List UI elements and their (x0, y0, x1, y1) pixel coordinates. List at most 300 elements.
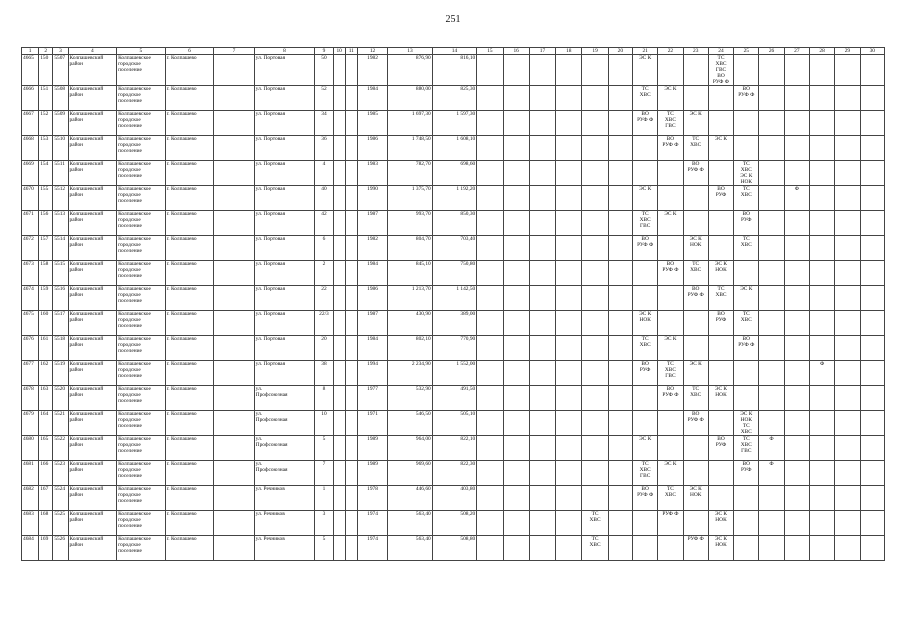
cell-col-15 (477, 261, 503, 286)
table-row (22, 436, 885, 461)
cell-col-10 (333, 536, 345, 561)
cell-col-21 (633, 386, 658, 411)
table-row (22, 461, 885, 486)
cell-col-17 (529, 136, 555, 161)
cell-col-13: 969,60 (388, 461, 433, 486)
cell-col-4: Колпашевский район (68, 511, 117, 536)
table-row (22, 236, 885, 261)
table-row (22, 211, 885, 236)
cell-col-21: ЭС К (633, 186, 658, 211)
cell-col-23: ТС ХВС (683, 386, 708, 411)
cell-col-17 (529, 111, 555, 136)
cell-col-1: 4672 (22, 236, 39, 261)
cell-col-22: ВО РУФ Ф (658, 136, 683, 161)
cell-col-2: 156 (39, 211, 53, 236)
cell-col-18 (556, 361, 582, 386)
cell-col-5: Колпашевское городское поселение (117, 211, 166, 236)
cell-col-5: Колпашевское городское поселение (117, 236, 166, 261)
cell-col-6: г. Колпашево (165, 211, 214, 236)
page-number: 251 (445, 14, 461, 25)
cell-col-9: 22/3 (315, 311, 333, 336)
cell-col-19 (582, 411, 608, 436)
cell-col-25: ВО РУФ (734, 461, 759, 486)
cell-col-9: 40 (315, 186, 333, 211)
cell-col-18 (556, 311, 582, 336)
cell-col-4: Колпашевский район (68, 261, 117, 286)
cell-col-7 (214, 186, 254, 211)
cell-col-21 (633, 511, 658, 536)
table-row (22, 111, 885, 136)
cell-col-20 (608, 286, 632, 311)
cell-col-11 (345, 536, 357, 561)
cell-col-2: 167 (39, 486, 53, 511)
cell-col-24: ТС ХВС (708, 286, 733, 311)
cell-col-20 (608, 536, 632, 561)
cell-col-13: 563,40 (388, 511, 433, 536)
cell-col-7 (214, 336, 254, 361)
cell-col-24: ВО РУФ (708, 436, 733, 461)
cell-col-29 (835, 86, 860, 111)
cell-col-14: 1 608,10 (432, 136, 477, 161)
cell-col-11 (345, 311, 357, 336)
cell-col-23: ВО РУФ Ф (683, 286, 708, 311)
cell-col-18 (556, 86, 582, 111)
cell-col-2: 160 (39, 311, 53, 336)
cell-col-7 (214, 55, 254, 86)
cell-col-15 (477, 436, 503, 461)
cell-col-21: ЭС К (633, 55, 658, 86)
cell-col-14: 491,50 (432, 386, 477, 411)
cell-col-24: ЭС К НОК (708, 511, 733, 536)
cell-col-29 (835, 461, 860, 486)
cell-col-1: 4675 (22, 311, 39, 336)
cell-col-11 (345, 86, 357, 111)
cell-col-3: 5512 (53, 186, 68, 211)
cell-col-8: ул. Портовая (254, 286, 315, 311)
cell-col-16 (503, 55, 529, 86)
cell-col-23 (683, 211, 708, 236)
cell-col-27 (784, 336, 809, 361)
cell-col-25 (734, 111, 759, 136)
cell-col-19 (582, 186, 608, 211)
cell-col-20 (608, 461, 632, 486)
cell-col-9: 50 (315, 55, 333, 86)
cell-col-11 (345, 511, 357, 536)
cell-col-7 (214, 511, 254, 536)
cell-col-8: ул. Портовая (254, 236, 315, 261)
cell-col-23: ТС ХВС (683, 261, 708, 286)
cell-col-6: г. Колпашево (165, 111, 214, 136)
cell-col-20 (608, 361, 632, 386)
cell-col-22 (658, 536, 683, 561)
cell-col-16 (503, 436, 529, 461)
cell-col-19 (582, 311, 608, 336)
column-number-16: 16 (503, 48, 529, 55)
cell-col-12: 1978 (357, 486, 387, 511)
cell-col-10 (333, 211, 345, 236)
column-number-5: 5 (117, 48, 166, 55)
cell-col-23 (683, 461, 708, 486)
cell-col-6: г. Колпашево (165, 411, 214, 436)
cell-col-27 (784, 436, 809, 461)
cell-col-19 (582, 486, 608, 511)
cell-col-11 (345, 161, 357, 186)
cell-col-25 (734, 136, 759, 161)
cell-col-26 (759, 261, 784, 286)
cell-col-1: 4678 (22, 386, 39, 411)
cell-col-29 (835, 211, 860, 236)
cell-col-24 (708, 161, 733, 186)
cell-col-25: ЭС К НОК ТС ХВС (734, 411, 759, 436)
cell-col-11 (345, 386, 357, 411)
cell-col-28 (809, 186, 834, 211)
cell-col-24 (708, 211, 733, 236)
cell-col-26 (759, 511, 784, 536)
column-number-11: 11 (345, 48, 357, 55)
cell-col-1: 4673 (22, 261, 39, 286)
cell-col-23: ВО РУФ Ф (683, 411, 708, 436)
column-number-7: 7 (214, 48, 254, 55)
cell-col-30 (860, 286, 884, 311)
cell-col-26 (759, 536, 784, 561)
cell-col-10 (333, 261, 345, 286)
table-row (22, 86, 885, 111)
cell-col-26: Ф (759, 461, 784, 486)
cell-col-5: Колпашевское городское поселение (117, 461, 166, 486)
cell-col-30 (860, 161, 884, 186)
cell-col-8: ул. Портовая (254, 55, 315, 86)
cell-col-1: 4666 (22, 86, 39, 111)
cell-col-2: 151 (39, 86, 53, 111)
cell-col-30 (860, 136, 884, 161)
cell-col-29 (835, 361, 860, 386)
cell-col-10 (333, 411, 345, 436)
cell-col-18 (556, 286, 582, 311)
cell-col-26 (759, 236, 784, 261)
cell-col-25: ЭС К (734, 286, 759, 311)
cell-col-8: ул. Речников (254, 536, 315, 561)
cell-col-16 (503, 386, 529, 411)
cell-col-12: 1986 (357, 286, 387, 311)
cell-col-19 (582, 111, 608, 136)
cell-col-15 (477, 511, 503, 536)
cell-col-29 (835, 436, 860, 461)
cell-col-14: 505,10 (432, 411, 477, 436)
cell-col-15 (477, 236, 503, 261)
cell-col-28 (809, 211, 834, 236)
cell-col-23: ЭС К НОК (683, 236, 708, 261)
cell-col-21 (633, 411, 658, 436)
cell-col-15 (477, 411, 503, 436)
column-number-13: 13 (388, 48, 433, 55)
cell-col-8: ул. Речников (254, 511, 315, 536)
cell-col-20 (608, 161, 632, 186)
cell-col-22 (658, 55, 683, 86)
cell-col-10 (333, 136, 345, 161)
cell-col-21 (633, 286, 658, 311)
cell-col-14: 703,40 (432, 236, 477, 261)
cell-col-25: ВО РУФ (734, 211, 759, 236)
cell-col-28 (809, 486, 834, 511)
cell-col-29 (835, 161, 860, 186)
cell-col-22 (658, 236, 683, 261)
cell-col-13: 845,10 (388, 261, 433, 286)
cell-col-18 (556, 461, 582, 486)
cell-col-16 (503, 486, 529, 511)
cell-col-3: 5510 (53, 136, 68, 161)
cell-col-2: 168 (39, 511, 53, 536)
cell-col-30 (860, 486, 884, 511)
cell-col-15 (477, 361, 503, 386)
cell-col-6: г. Колпашево (165, 361, 214, 386)
cell-col-20 (608, 511, 632, 536)
cell-col-30 (860, 236, 884, 261)
cell-col-21: ВО РУФ Ф (633, 111, 658, 136)
cell-col-27 (784, 211, 809, 236)
cell-col-24 (708, 411, 733, 436)
cell-col-9: 1 (315, 486, 333, 511)
table-row (22, 261, 885, 286)
cell-col-17 (529, 361, 555, 386)
cell-col-5: Колпашевское городское поселение (117, 486, 166, 511)
cell-col-30 (860, 55, 884, 86)
cell-col-9: 7 (315, 461, 333, 486)
cell-col-11 (345, 211, 357, 236)
cell-col-5: Колпашевское городское поселение (117, 55, 166, 86)
cell-col-22: ЭС К (658, 336, 683, 361)
cell-col-26 (759, 386, 784, 411)
cell-col-30 (860, 386, 884, 411)
cell-col-14: 1 597,30 (432, 111, 477, 136)
cell-col-16 (503, 161, 529, 186)
cell-col-4: Колпашевский район (68, 211, 117, 236)
cell-col-25: ТС ХВС ЭС К НОК (734, 161, 759, 186)
cell-col-12: 1984 (357, 86, 387, 111)
cell-col-18 (556, 536, 582, 561)
cell-col-6: г. Колпашево (165, 286, 214, 311)
cell-col-28: Ф (809, 361, 834, 386)
cell-col-11 (345, 111, 357, 136)
cell-col-16 (503, 336, 529, 361)
cell-col-14: 850,30 (432, 211, 477, 236)
cell-col-9: 22 (315, 286, 333, 311)
cell-col-29 (835, 286, 860, 311)
cell-col-15 (477, 136, 503, 161)
cell-col-26 (759, 211, 784, 236)
cell-col-7 (214, 386, 254, 411)
cell-col-28 (809, 536, 834, 561)
cell-col-13: 563,40 (388, 536, 433, 561)
cell-col-6: г. Колпашево (165, 436, 214, 461)
cell-col-28 (809, 136, 834, 161)
cell-col-21: ЭС К НОК (633, 311, 658, 336)
cell-col-12: 1986 (357, 136, 387, 161)
cell-col-25: ТС ХВС (734, 236, 759, 261)
cell-col-3: 5509 (53, 111, 68, 136)
cell-col-17 (529, 286, 555, 311)
cell-col-27 (784, 236, 809, 261)
cell-col-11 (345, 461, 357, 486)
cell-col-15 (477, 211, 503, 236)
cell-col-16 (503, 86, 529, 111)
cell-col-21 (633, 161, 658, 186)
cell-col-5: Колпашевское городское поселение (117, 411, 166, 436)
cell-col-20 (608, 436, 632, 461)
cell-col-4: Колпашевский район (68, 86, 117, 111)
cell-col-16 (503, 411, 529, 436)
cell-col-29 (835, 486, 860, 511)
cell-col-28 (809, 236, 834, 261)
cell-col-4: Колпашевский район (68, 186, 117, 211)
cell-col-2: 161 (39, 336, 53, 361)
cell-col-1: 4676 (22, 336, 39, 361)
column-number-18: 18 (556, 48, 582, 55)
cell-col-15 (477, 536, 503, 561)
cell-col-4: Колпашевский район (68, 311, 117, 336)
cell-col-18 (556, 486, 582, 511)
cell-col-12: 1984 (357, 336, 387, 361)
cell-col-5: Колпашевское городское поселение (117, 511, 166, 536)
cell-col-13: 802,10 (388, 336, 433, 361)
cell-col-28 (809, 411, 834, 436)
cell-col-29 (835, 411, 860, 436)
cell-col-28 (809, 311, 834, 336)
cell-col-23 (683, 186, 708, 211)
cell-col-20 (608, 236, 632, 261)
cell-col-8: ул. Профсоюзная (254, 386, 315, 411)
cell-col-7 (214, 461, 254, 486)
cell-col-9: 4 (315, 161, 333, 186)
cell-col-8: ул. Портовая (254, 136, 315, 161)
cell-col-18 (556, 211, 582, 236)
cell-col-11 (345, 411, 357, 436)
cell-col-22: ТС ХВС ГВС (658, 111, 683, 136)
cell-col-4: Колпашевский район (68, 286, 117, 311)
cell-col-4: Колпашевский район (68, 461, 117, 486)
cell-col-22: ЭС К (658, 86, 683, 111)
cell-col-8: ул. Портовая (254, 311, 315, 336)
cell-col-26 (759, 161, 784, 186)
cell-col-13: 1 375,70 (388, 186, 433, 211)
cell-col-11 (345, 236, 357, 261)
cell-col-5: Колпашевское городское поселение (117, 111, 166, 136)
cell-col-10 (333, 386, 345, 411)
cell-col-25 (734, 511, 759, 536)
cell-col-11 (345, 486, 357, 511)
cell-col-29 (835, 55, 860, 86)
cell-col-18 (556, 386, 582, 411)
cell-col-26 (759, 361, 784, 386)
cell-col-23 (683, 511, 708, 536)
cell-col-6: г. Колпашево (165, 55, 214, 86)
cell-col-6: г. Колпашево (165, 136, 214, 161)
cell-col-23 (683, 311, 708, 336)
column-number-29: 29 (835, 48, 860, 55)
cell-col-1: 4669 (22, 161, 39, 186)
cell-col-26 (759, 311, 784, 336)
cell-col-6: г. Колпашево (165, 86, 214, 111)
cell-col-20 (608, 136, 632, 161)
cell-col-5: Колпашевское городское поселение (117, 136, 166, 161)
cell-col-22 (658, 411, 683, 436)
cell-col-4: Колпашевский район (68, 436, 117, 461)
cell-col-4: Колпашевский район (68, 136, 117, 161)
cell-col-1: 4665 (22, 55, 39, 86)
cell-col-15 (477, 386, 503, 411)
cell-col-4: Колпашевский район (68, 111, 117, 136)
cell-col-1: 4680 (22, 436, 39, 461)
cell-col-5: Колпашевское городское поселение (117, 311, 166, 336)
cell-col-18 (556, 236, 582, 261)
cell-col-6: г. Колпашево (165, 536, 214, 561)
cell-col-14: 698,60 (432, 161, 477, 186)
table-row (22, 286, 885, 311)
cell-col-19 (582, 261, 608, 286)
cell-col-4: Колпашевский район (68, 161, 117, 186)
cell-col-11 (345, 55, 357, 86)
cell-col-27 (784, 86, 809, 111)
cell-col-1: 4684 (22, 536, 39, 561)
cell-col-27 (784, 261, 809, 286)
cell-col-21: ТС ХВС (633, 336, 658, 361)
cell-col-30 (860, 86, 884, 111)
cell-col-16 (503, 286, 529, 311)
cell-col-27 (784, 136, 809, 161)
cell-col-28 (809, 286, 834, 311)
cell-col-16 (503, 261, 529, 286)
cell-col-24: ВО РУФ (708, 186, 733, 211)
cell-col-15 (477, 461, 503, 486)
cell-col-30 (860, 186, 884, 211)
cell-col-2: 165 (39, 436, 53, 461)
cell-col-28 (809, 436, 834, 461)
cell-col-8: ул. Портовая (254, 111, 315, 136)
cell-col-22: РУФ Ф (658, 511, 683, 536)
cell-col-8: ул. Портовая (254, 261, 315, 286)
cell-col-26 (759, 136, 784, 161)
cell-col-3: 5515 (53, 261, 68, 286)
cell-col-26 (759, 286, 784, 311)
cell-col-28 (809, 511, 834, 536)
cell-col-17 (529, 211, 555, 236)
cell-col-30 (860, 361, 884, 386)
cell-col-19 (582, 286, 608, 311)
cell-col-24 (708, 486, 733, 511)
cell-col-7 (214, 161, 254, 186)
cell-col-13: 782,70 (388, 161, 433, 186)
cell-col-17 (529, 236, 555, 261)
cell-col-7 (214, 286, 254, 311)
cell-col-17 (529, 336, 555, 361)
cell-col-14: 1 552,00 (432, 361, 477, 386)
cell-col-1: 4681 (22, 461, 39, 486)
cell-col-13: 993,70 (388, 211, 433, 236)
cell-col-8: ул. Портовая (254, 161, 315, 186)
cell-col-23: ЭС К (683, 111, 708, 136)
cell-col-24 (708, 111, 733, 136)
cell-col-9: 52 (315, 86, 333, 111)
cell-col-3: 5513 (53, 211, 68, 236)
cell-col-22: ЭС К (658, 211, 683, 236)
cell-col-19 (582, 336, 608, 361)
cell-col-22: ВО РУФ Ф (658, 261, 683, 286)
cell-col-14: 389,00 (432, 311, 477, 336)
column-number-8: 8 (254, 48, 315, 55)
cell-col-23 (683, 86, 708, 111)
cell-col-25: ТС ХВС ГВС (734, 436, 759, 461)
cell-col-27 (784, 311, 809, 336)
column-number-22: 22 (658, 48, 683, 55)
